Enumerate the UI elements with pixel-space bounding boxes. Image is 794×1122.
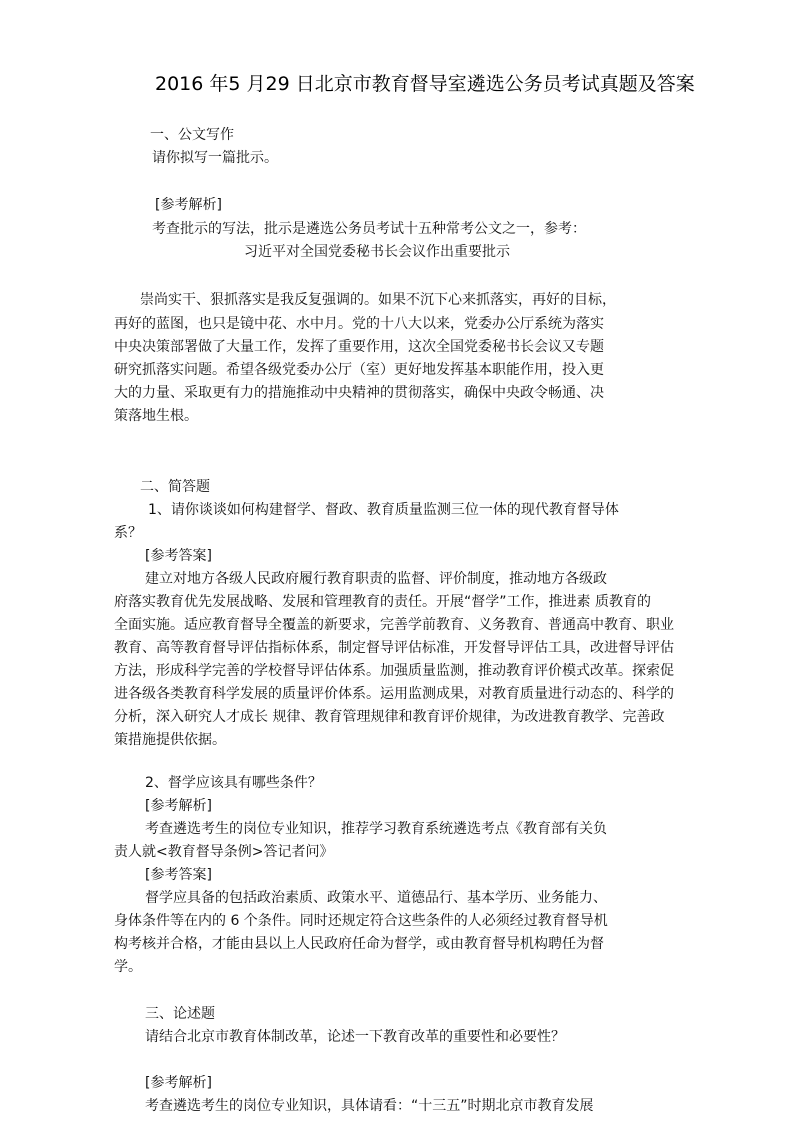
section-3-heading: 三、论述题 [145,1006,215,1022]
answer-line: 构考核并合格，才能由县以上人民政府任命为督学，或由教育督导机构聘任为督 [114,936,604,952]
sample-paragraph-line: 崇尚实干、狠抓落实是我反复强调的。如果不沉下心来抓落实，再好的目标， [140,292,616,308]
sample-paragraph-line: 中央决策部署做了大量工作，发挥了重要作用，这次全国党委秘书长会议又专题 [114,339,604,355]
question-2: 2、督学应该具有哪些条件？ [145,775,322,791]
answer-line: 教育、高等教育督导评估指标体系，制定督导评估标准，开发督导评估工具，改进督导评估 [114,640,674,656]
answer-line: 建立对地方各级人民政府履行教育职责的监督、评价制度，推动地方各级政 [145,571,607,587]
answer-line: 督学应具备的包括政治素质、政策水平、道德品行、基本学历、业务能力、 [145,890,607,906]
section-1-analysis: 考查批示的写法，批示是遴选公务员考试十五种常考公文之一，参考： [152,221,586,237]
question-1-line: 1、请你谈谈如何构建督学、督政、教育质量监测三位一体的现代教育督导体 [148,502,619,518]
question-2-analysis-line: 责人就<教育督导条例>答记者问》 [114,844,334,860]
answer-line: 进各级各类教育科学发展的质量评价体系。运用监测成果，对教育质量进行动态的、科学的 [114,686,674,702]
question-1-answer-label: [参考答案] [145,548,212,564]
section-1-ref-label: [参考解析] [155,197,222,213]
section-1-heading: 一、公文写作 [150,127,234,143]
answer-line: 策措施提供依据。 [114,732,226,748]
sample-paragraph-line: 再好的蓝图，也只是镜中花、水中月。党的十八大以来，党委办公厅系统为落实 [114,316,604,332]
sample-paragraph-line: 策落地生根。 [114,408,198,424]
answer-line: 府落实教育优先发展战略、发展和管理教育的责任。开展“督学”工作，推进素 质教育的 [114,594,651,610]
answer-line: 身体条件等在内的 6 个条件。同时还规定符合这些条件的人必须经过教育督导机 [114,913,608,929]
question-2-answer-label: [参考答案] [145,867,212,883]
question-2-analysis-line: 考查遴选考生的岗位专业知识，推荐学习教育系统遴选考点《教育部有关负 [145,821,607,837]
answer-line: 分析，深入研究人才成长 规律、教育管理规律和教育评价规律，为改进教育教学、完善政 [114,709,665,725]
section-2-heading: 二、简答题 [140,479,210,495]
answer-line: 全面实施。适应教育督导全覆盖的新要求，完善学前教育、义务教育、普通高中教育、职业 [114,617,674,633]
section-1-prompt: 请你拟写一篇批示。 [152,150,278,166]
sample-paragraph-line: 大的力量、采取更有力的措施推动中央精神的贯彻落实，确保中央政令畅通、决 [114,385,604,401]
document-title: 2016 年5 月29 日北京市教育督导室遴选公务员考试真题及答案 [155,73,695,95]
section-3-analysis: 考查遴选考生的岗位专业知识，具体请看：“十三五”时期北京市教育发展 [145,1098,594,1114]
answer-line: 方法，形成科学完善的学校督导评估体系。加强质量监测，推动教育评价模式改革。探索促 [114,663,674,679]
sample-paragraph-line: 研究抓落实问题。希望各级党委办公厅（室）更好地发挥基本职能作用，投入更 [114,362,604,378]
question-2-ref-label: [参考解析] [145,798,212,814]
section-3-prompt: 请结合北京市教育体制改革，论述一下教育改革的重要性和必要性？ [145,1029,565,1045]
sample-title: 习近平对全国党委秘书长会议作出重要批示 [244,244,510,260]
answer-line: 学。 [114,959,142,975]
section-3-ref-label: [参考解析] [145,1075,212,1091]
question-1-line: 系？ [114,525,142,541]
